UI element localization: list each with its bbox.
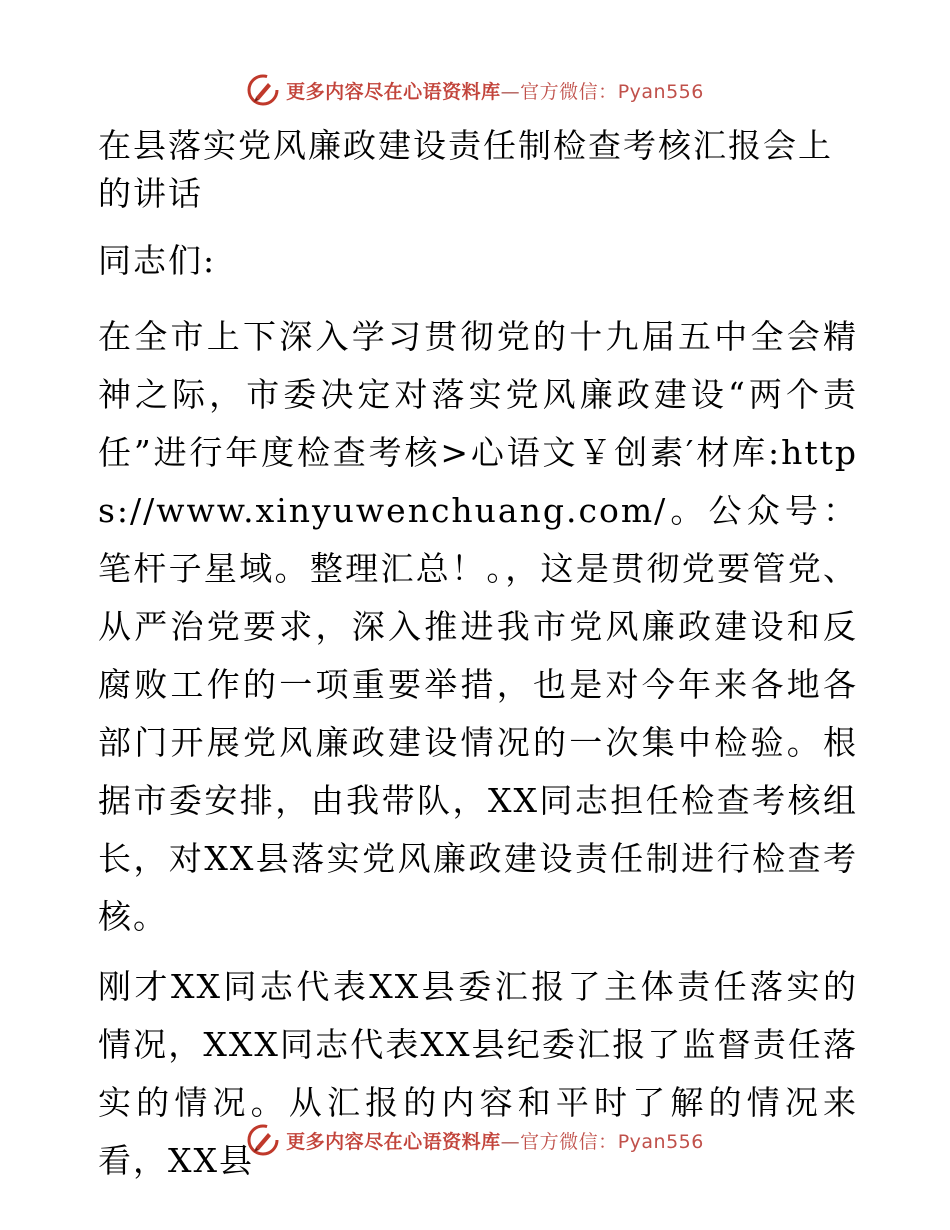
watermark-text bbox=[286, 1127, 704, 1154]
header-watermark bbox=[0, 70, 950, 110]
watermark-site: 更多内容尽在心语资料库 bbox=[286, 80, 501, 103]
watermark-label: 官方微信： bbox=[520, 80, 618, 103]
footer-watermark bbox=[0, 1120, 950, 1160]
watermark-text bbox=[286, 77, 704, 104]
pen-logo-icon bbox=[246, 73, 280, 107]
watermark-label: 官方微信： bbox=[520, 1130, 618, 1153]
watermark-dash: — bbox=[500, 80, 521, 103]
pen-logo-icon bbox=[246, 1123, 280, 1157]
document-title: 在县落实党风廉政建设责任制检查考核汇报会上的讲话 bbox=[98, 126, 833, 213]
watermark-account: Pyan556 bbox=[617, 1130, 704, 1153]
greeting: 同志们: bbox=[98, 241, 217, 280]
watermark-account: Pyan556 bbox=[617, 80, 704, 103]
paragraph-1: 在全市上下深入学习贯彻党的十九届五中全会精神之际，市委决定对落实党风廉政建设“两个责任”进行年度检查考核>心语文￥创素′材库:https://www.xinyuwenchuang.com/。公众号：笔杆子星域。整理汇总！。，这是贯彻党要管党、从严治党要求，深入推进我市党风廉政建设和反腐败工作的一项重要举措，也是对今年来各地各部门开展党风廉政建设情况的一次集中检验。根据市委安排，由我带队，XX同志担任检查考核组长，对XX县落实党风廉政建设责任制进行检查考核。 bbox=[98, 317, 858, 936]
paragraph-2: 刚才XX同志代表XX县委汇报了主体责任落实的情况，XXX同志代表XX县纪委汇报了监督责任落实的情况。从汇报的内容和平时了解的情况来看，XX县 bbox=[98, 967, 858, 1180]
document-body bbox=[98, 122, 858, 1202]
watermark-site: 更多内容尽在心语资料库 bbox=[286, 1130, 501, 1153]
watermark-dash: — bbox=[500, 1130, 521, 1153]
